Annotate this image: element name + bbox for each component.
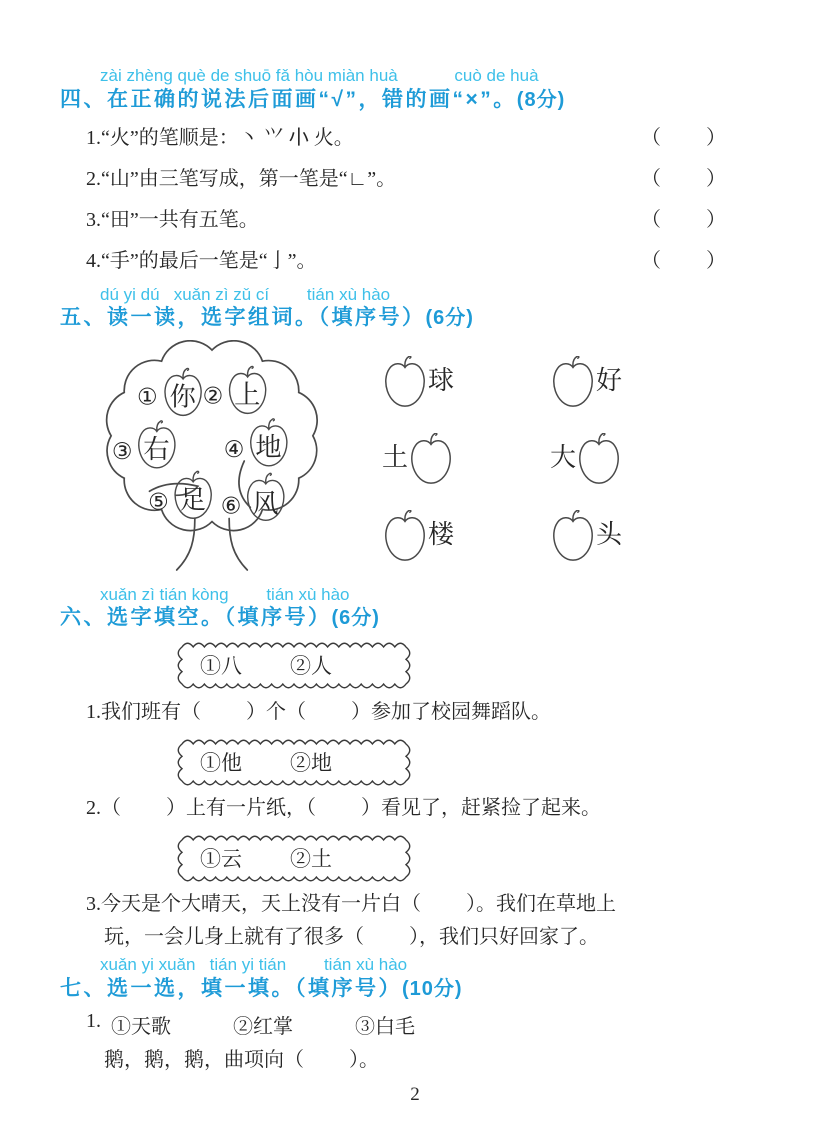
fill-sentence-1: 1.我们班有（ ）个（ ）参加了校园舞蹈队。 bbox=[86, 700, 551, 723]
section-seven-options bbox=[60, 1010, 772, 1039]
fruit-number: ③ bbox=[111, 438, 133, 465]
section-four-title: 四、在正确的说法后面画“√”，错的画“×”。 bbox=[60, 87, 517, 111]
section-four bbox=[60, 66, 772, 273]
fruit-char: 上 bbox=[234, 380, 261, 410]
choice-option: ②人 bbox=[290, 654, 332, 679]
item-number: 1. bbox=[86, 1009, 101, 1032]
section-seven-title: 七、选一选，填一填。（填序号） bbox=[60, 976, 402, 1000]
section-four-score: (8分) bbox=[516, 88, 566, 111]
choice-option: ②地 bbox=[290, 750, 332, 775]
option-2: ②红掌 bbox=[233, 1015, 293, 1038]
tf-item-4 bbox=[60, 244, 772, 273]
section-seven-fill-line: 鹅，鹅，鹅，曲项向（ ）。 bbox=[104, 1048, 379, 1071]
fruit-char: 足 bbox=[179, 485, 206, 515]
fruit-number: ② bbox=[202, 383, 224, 410]
section-five bbox=[60, 285, 772, 579]
pair-after-char: 头 bbox=[596, 520, 623, 550]
word-pair bbox=[550, 433, 622, 484]
section-five-content bbox=[86, 340, 772, 579]
tf-item-1 bbox=[60, 121, 772, 150]
word-pair bbox=[382, 433, 454, 484]
choice-option: ①云 bbox=[200, 846, 242, 871]
section-six-score: (6分) bbox=[331, 607, 380, 630]
fruit-number: ① bbox=[137, 384, 158, 411]
tree-drawing bbox=[86, 340, 338, 574]
section-six-title: 六、选字填空。（填序号） bbox=[60, 606, 332, 630]
section-seven-score: (10分) bbox=[402, 977, 463, 1000]
section-six-pinyin: xuǎn zì tián kòng tián xù hào bbox=[100, 584, 350, 604]
pair-after-char: 球 bbox=[428, 366, 455, 396]
word-tree-illustration bbox=[86, 340, 338, 579]
tf-item-2-text: 2.“山”由三笔写成，第一笔是“∟”。 bbox=[86, 167, 397, 190]
fruit-char: 右 bbox=[143, 434, 170, 464]
fill-sentence-2: 2.（ ）上有一片纸，（ ）看见了，赶紧捡了起来。 bbox=[86, 796, 601, 819]
pair-before-char: 土 bbox=[382, 443, 409, 473]
choice-option: ①八 bbox=[200, 654, 242, 679]
section-five-title: 五、读一读，选字组词。（填序号） bbox=[60, 306, 426, 330]
tf-item-3-text: 3.“田”一共有五笔。 bbox=[86, 208, 259, 231]
tree-trunk-right bbox=[229, 518, 247, 569]
section-seven-pinyin: xuǎn yi xuǎn tián yi tián tián xù hào bbox=[100, 954, 408, 974]
fruit-number: ④ bbox=[223, 436, 245, 463]
section-five-pinyin: dú yi dú xuǎn zì zǔ cí tián xù hào bbox=[100, 284, 391, 304]
fruit-number: ⑥ bbox=[220, 493, 242, 520]
option-1: ①天歌 bbox=[111, 1015, 171, 1038]
tree-trunk-left bbox=[177, 518, 195, 569]
section-six bbox=[60, 585, 772, 953]
word-pair bbox=[382, 510, 454, 561]
empty-apple-blank bbox=[550, 510, 596, 561]
fruit-char: 风 bbox=[252, 489, 279, 519]
section-seven-header bbox=[60, 976, 772, 1002]
section-four-header bbox=[60, 87, 772, 113]
empty-apple-blank bbox=[382, 356, 428, 407]
section-four-pinyin: zài zhèng què de shuō fǎ hòu miàn huà cuò de huà bbox=[100, 66, 539, 85]
fruit-number: ⑤ bbox=[148, 489, 169, 516]
choice-box-1 bbox=[178, 643, 410, 688]
tf-item-3 bbox=[60, 203, 772, 232]
choice-box-2 bbox=[178, 740, 410, 785]
fruit-char: 地 bbox=[255, 432, 282, 462]
tf-item-1-answer-blank: （ ） bbox=[641, 126, 726, 149]
fruit-char: 你 bbox=[169, 382, 196, 412]
apple-word-pairs bbox=[382, 356, 622, 561]
word-pair bbox=[550, 510, 622, 561]
choice-option: ②土 bbox=[290, 846, 332, 871]
empty-apple-blank bbox=[576, 433, 622, 484]
choice-box-3 bbox=[178, 836, 410, 881]
tf-item-3-answer-blank: （ ） bbox=[641, 208, 726, 231]
pair-before-char: 大 bbox=[550, 443, 577, 473]
word-pair bbox=[382, 356, 454, 407]
tf-item-4-text: 4.“手”的最后一笔是“亅”。 bbox=[86, 249, 317, 272]
choice-option: ①他 bbox=[200, 750, 242, 775]
empty-apple-blank bbox=[382, 510, 428, 561]
pair-after-char: 好 bbox=[596, 366, 623, 396]
tf-item-4-answer-blank: （ ） bbox=[641, 249, 726, 272]
page-number: 2 bbox=[410, 1084, 420, 1105]
fill-sentence-3-line2: 玩，一会儿身上就有了很多（ ），我们只好回家了。 bbox=[104, 925, 599, 948]
tf-item-1-text: 1.“火”的笔顺是：丶 ⺍ 𡭔 火。 bbox=[86, 126, 354, 149]
word-pair bbox=[550, 356, 622, 407]
section-five-score: (6分) bbox=[425, 307, 474, 330]
tf-item-2 bbox=[60, 162, 772, 191]
option-3: ③白毛 bbox=[355, 1015, 415, 1038]
fill-sentence-3-line1: 3.今天是个大晴天，天上没有一片白（ ）。我们在草地上 bbox=[86, 892, 616, 915]
empty-apple-blank bbox=[550, 356, 596, 407]
tf-item-2-answer-blank: （ ） bbox=[641, 167, 726, 190]
empty-apple-blank bbox=[408, 433, 454, 484]
section-seven bbox=[60, 955, 772, 1076]
pair-after-char: 楼 bbox=[428, 520, 455, 550]
section-six-header bbox=[60, 605, 772, 631]
section-five-header bbox=[60, 305, 772, 331]
